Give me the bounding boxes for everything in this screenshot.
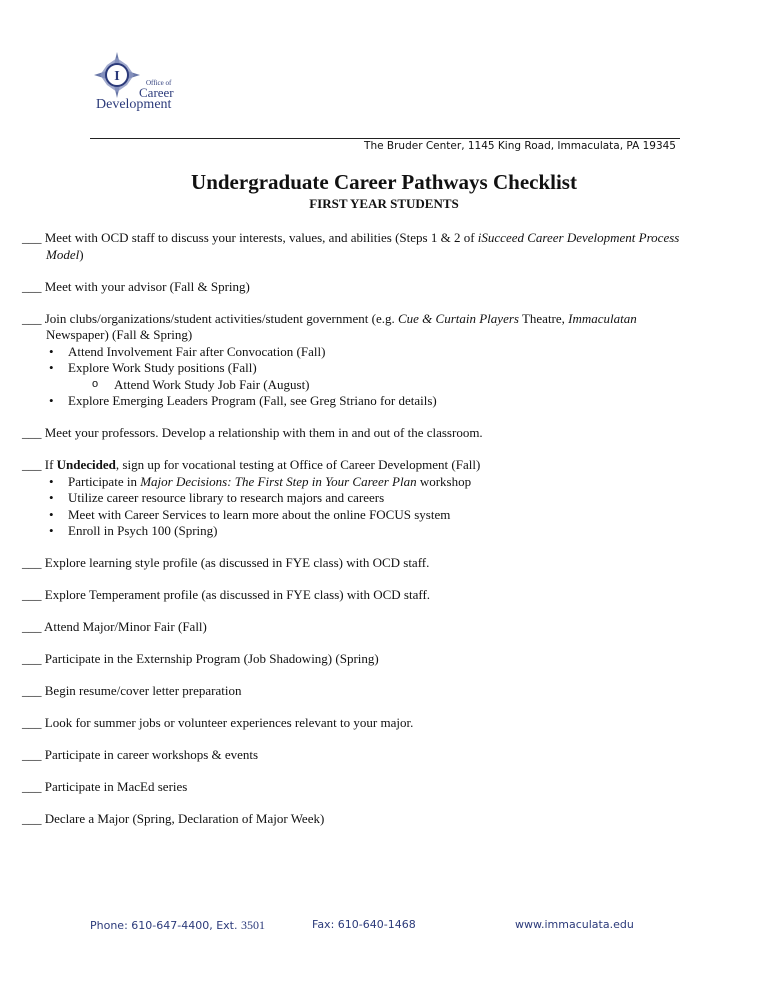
page-subtitle: FIRST YEAR STUDENTS: [309, 196, 459, 211]
list-item: • Explore Work Study positions (Fall): [46, 360, 742, 377]
logo-text-office: Office of: [146, 79, 172, 87]
checklist-item: ___ Explore Temperament profile (as discussed in FYE class) with OCD staff.: [22, 587, 431, 602]
checkbox-blank[interactable]: ___: [22, 683, 42, 698]
checklist-item: ___ Declare a Major (Spring, Declaration of Major Week): [22, 811, 325, 826]
list-item: • Attend Involvement Fair after Convocation (Fall): [46, 344, 742, 361]
checklist-item: ___ Participate in the Externship Program (Job Shadowing) (Spring): [22, 651, 379, 666]
checklist-item: ___ Meet your professors. Develop a relationship with them in and out of the classroom.: [22, 425, 483, 440]
sub-list: [22, 377, 742, 394]
list-item: • Enroll in Psych 100 (Spring): [46, 523, 742, 540]
checkbox-blank[interactable]: ___: [22, 230, 42, 245]
checkbox-blank[interactable]: ___: [22, 555, 42, 570]
checklist-item: ___ Meet with your advisor (Fall & Spring): [22, 278, 250, 294]
checklist-item: ___ If Undecided, sign up for vocational testing at Office of Career Development (Fall) • Participate in Major Decisions: The First Step in Your Career Plan workshop • Utilize career resource library to research majors and careers • Meet with Career Services to learn more about the online FOCUS system • Enroll in Psych 100 (Spring): [22, 457, 742, 540]
list-item: • Explore Emerging Leaders Program (Fall, see Greg Striano for details): [46, 393, 742, 410]
footer-phone: Phone: 610-647-4400, Ext. 3501: [90, 918, 265, 932]
logo-emblem-icon: [94, 52, 140, 98]
checkbox-blank[interactable]: ___: [22, 811, 42, 826]
svg-text:I: I: [114, 69, 120, 84]
bullet-list: [22, 393, 742, 410]
list-item: • Participate in Major Decisions: The First Step in Your Career Plan workshop: [46, 474, 742, 491]
checklist-item: ___ Participate in career workshops & events: [22, 747, 259, 762]
checkbox-blank[interactable]: ___: [22, 779, 42, 794]
checklist: [22, 230, 742, 843]
checklist-item: ___ Attend Major/Minor Fair (Fall): [22, 619, 207, 634]
page-title: Undergraduate Career Pathways Checklist: [191, 170, 577, 194]
checkbox-blank[interactable]: ___: [22, 619, 42, 634]
checkbox-blank[interactable]: ___: [22, 278, 42, 294]
checklist-item: ___ Explore learning style profile (as discussed in FYE class) with OCD staff.: [22, 555, 430, 570]
checkbox-blank[interactable]: ___: [22, 747, 42, 762]
checkbox-blank[interactable]: ___: [22, 425, 42, 440]
list-item: o Attend Work Study Job Fair (August): [92, 377, 742, 394]
logo-text-development: Development: [96, 97, 172, 112]
checklist-item: ___ Join clubs/organizations/student activities/student government (e.g. Cue & Curtain Players Theatre, Immaculatan Newspaper) (Fall & Spring) • Attend Involvement Fair after Convocation (Fall) • Explore Work Study positions (Fall) o Attend Work Study Job Fair (August) • Explore Emerging Leaders Program (Fall, see Greg Striano for details): [22, 311, 742, 410]
list-item: • Utilize career resource library to research majors and careers: [46, 490, 742, 507]
checkbox-blank[interactable]: ___: [22, 457, 42, 472]
footer-fax: Fax: 610-640-1468: [312, 918, 416, 931]
office-logo: [94, 52, 184, 114]
footer-website-link[interactable]: www.immaculata.edu: [515, 918, 634, 931]
bullet-list: [22, 474, 742, 540]
list-item: • Meet with Career Services to learn more about the online FOCUS system: [46, 507, 742, 524]
checkbox-blank[interactable]: ___: [22, 310, 42, 326]
bullet-list: [22, 344, 742, 377]
checklist-item: ___ Participate in MacEd series: [22, 779, 188, 794]
checklist-item: ___ Look for summer jobs or volunteer experiences relevant to your major.: [22, 715, 414, 730]
checkbox-blank[interactable]: ___: [22, 715, 42, 730]
checkbox-blank[interactable]: ___: [22, 587, 42, 602]
checkbox-blank[interactable]: ___: [22, 651, 42, 666]
address: The Bruder Center, 1145 King Road, Immaculata, PA 19345: [364, 140, 676, 152]
checklist-item: ___ Meet with OCD staff to discuss your interests, values, and abilities (Steps 1 & 2 of iSucceed Career Development Process Model): [22, 230, 680, 262]
checklist-item: ___ Begin resume/cover letter preparation: [22, 683, 242, 698]
logo-text-career: Career: [139, 85, 174, 100]
header-divider: [90, 138, 680, 139]
